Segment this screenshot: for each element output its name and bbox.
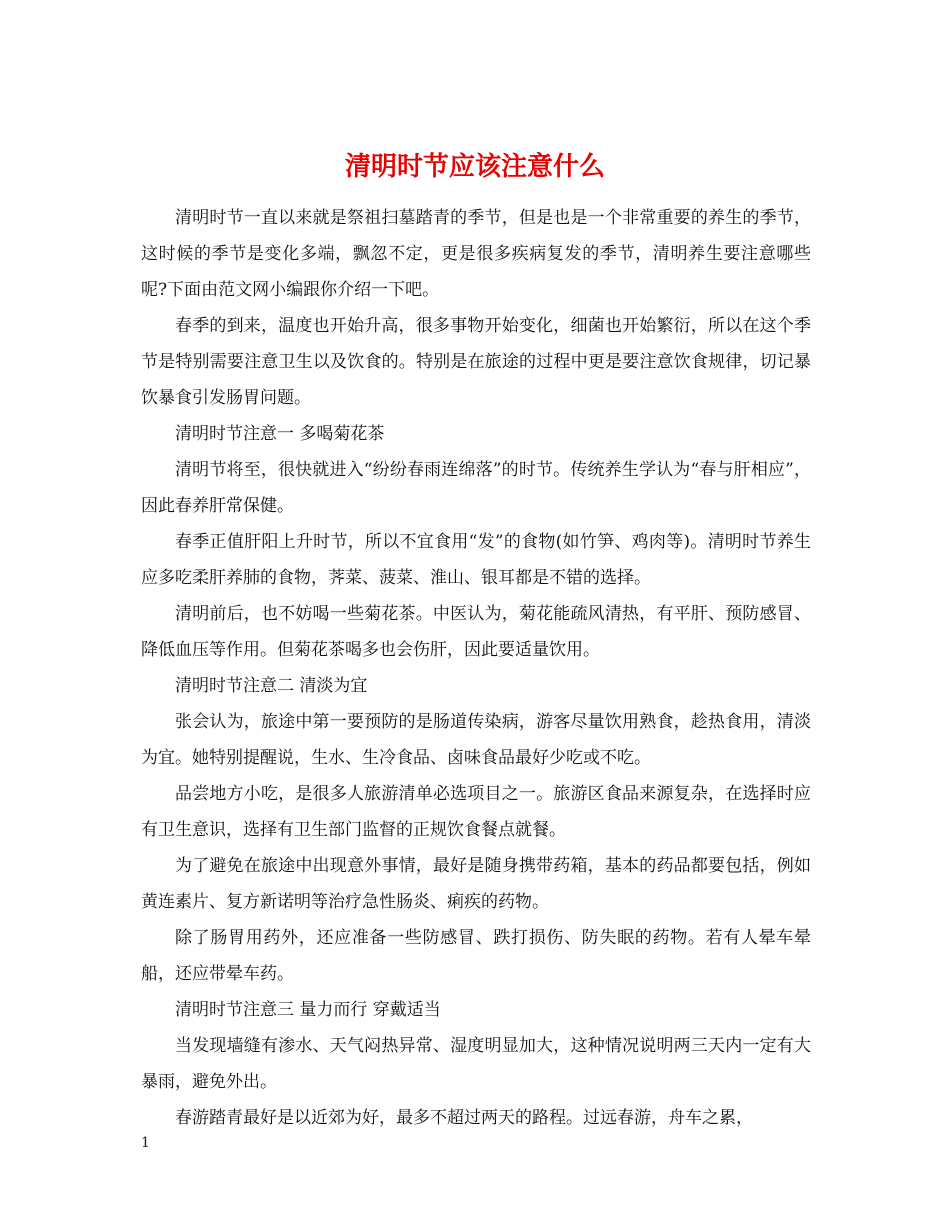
paragraph: 为了避免在旅途中出现意外事情，最好是随身携带药箱，基本的药品都要包括，例如黄连素片、复方新诺明等治疗急性肠炎、痢疾的药物。: [141, 856, 811, 912]
page-number: 1: [141, 1135, 150, 1151]
paragraph: 春季正值肝阳上升时节，所以不宜食用“发”的食物(如竹笋、鸡肉等)。清明时节养生应多吃柔肝养肺的食物，荠菜、菠菜、淮山、银耳都是不错的选择。: [141, 532, 811, 588]
paragraph: 除了肠胃用药外，还应准备一些防感冒、跌打损伤、防失眠的药物。若有人晕车晕船，还应带晕车药。: [141, 928, 811, 984]
section-heading: 清明时节注意二 清淡为宜: [175, 676, 368, 696]
paragraph: 春季的到来，温度也开始升高，很多事物开始变化，细菌也开始繁衍，所以在这个季节是特别需要注意卫生以及饮食的。特别是在旅途的过程中更是要注意饮食规律，切记暴饮暴食引发肠胃问题。: [141, 316, 811, 408]
paragraph: 清明时节一直以来就是祭祖扫墓踏青的季节，但是也是一个非常重要的养生的季节，这时候的季节是变化多端，飘忽不定，更是很多疾病复发的季节，清明养生要注意哪些呢?下面由范文网小编跟你介绍一下吧。: [141, 208, 811, 300]
paragraph: 清明节将至，很快就进入“纷纷春雨连绵落”的时节。传统养生学认为“春与肝相应”，因此春养肝常保健。: [141, 460, 811, 516]
paragraph: 张会认为，旅途中第一要预防的是肠道传染病，游客尽量饮用熟食，趁热食用，清淡为宜。她特别提醒说，生水、生冷食品、卤味食品最好少吃或不吃。: [141, 712, 811, 768]
section-heading: 清明时节注意一 多喝菊花茶: [175, 424, 385, 444]
paragraph: 清明前后，也不妨喝一些菊花茶。中医认为，菊花能疏风清热，有平肝、预防感冒、降低血压等作用。但菊花茶喝多也会伤肝，因此要适量饮用。: [141, 604, 811, 660]
paragraph: 品尝地方小吃，是很多人旅游清单必选项目之一。旅游区食品来源复杂，在选择时应有卫生意识，选择有卫生部门监督的正规饮食餐点就餐。: [141, 784, 811, 840]
paragraph: 春游踏青最好是以近郊为好，最多不超过两天的路程。过远春游，舟车之累，: [175, 1108, 753, 1128]
paragraph: 当发现墙缝有渗水、天气闷热异常、湿度明显加大，这种情况说明两三天内一定有大暴雨，避免外出。: [141, 1036, 811, 1092]
document-title: 清明时节应该注意什么: [344, 152, 605, 183]
section-heading: 清明时节注意三 量力而行 穿戴适当: [175, 1000, 441, 1020]
document-body: [141, 200, 811, 1136]
